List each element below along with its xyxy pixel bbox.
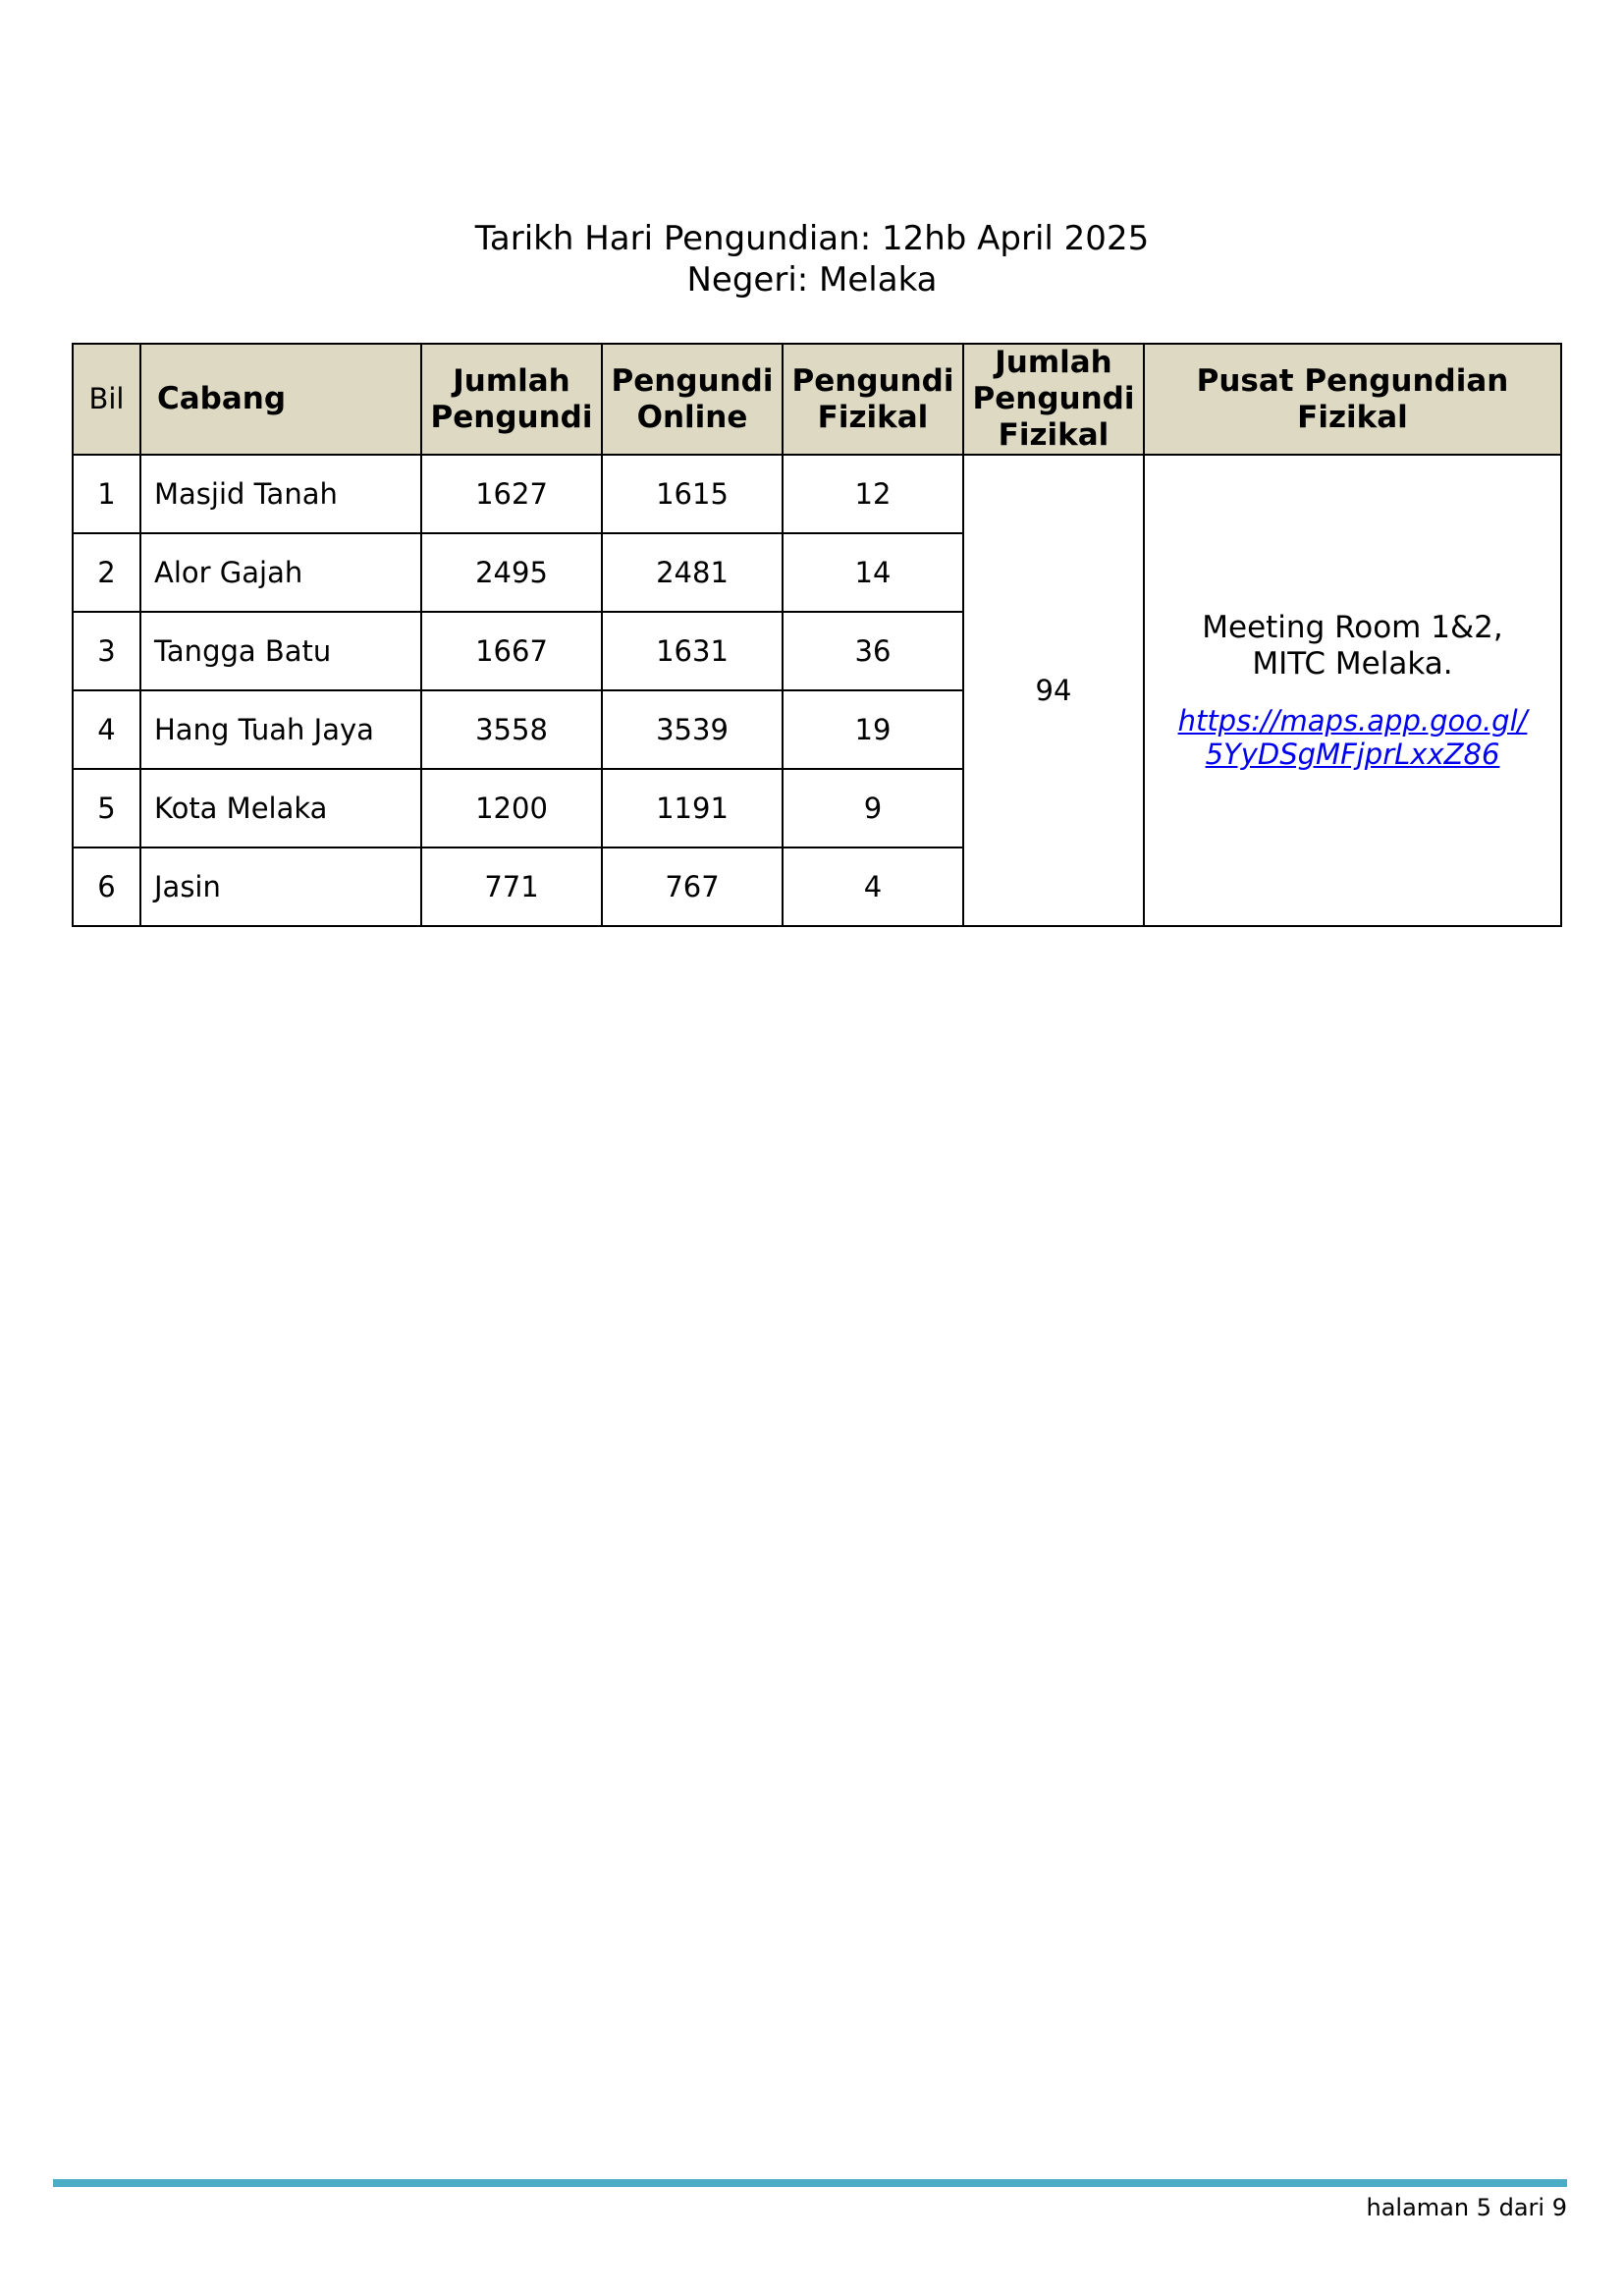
cell-cabang: Tangga Batu: [140, 612, 421, 690]
cell-jumlah: 1667: [421, 612, 602, 690]
cell-cabang: Hang Tuah Jaya: [140, 690, 421, 769]
cell-bil: 6: [73, 847, 140, 926]
cell-bil: 4: [73, 690, 140, 769]
pusat-name-line1: Meeting Room 1&2,: [1202, 610, 1503, 645]
cell-cabang: Alor Gajah: [140, 533, 421, 612]
cell-bil: 1: [73, 455, 140, 533]
cell-online: 767: [602, 847, 783, 926]
document-title: [0, 218, 1624, 301]
cell-bil: 5: [73, 769, 140, 847]
cell-fizikal: 9: [783, 769, 963, 847]
cell-jumlah: 771: [421, 847, 602, 926]
page-number: halaman 5 dari 9: [1366, 2194, 1567, 2221]
cell-online: 2481: [602, 533, 783, 612]
header-jumlah-pengundi-fizikal-line1: Jumlah: [995, 345, 1112, 380]
pusat-link-line2[interactable]: 5YyDSgMFjprLxxZ86: [1205, 738, 1500, 771]
cell-cabang: Masjid Tanah: [140, 455, 421, 533]
header-cabang: Cabang: [140, 344, 421, 455]
cell-bil: 2: [73, 533, 140, 612]
cell-jumlah-fizikal-total: 94: [963, 455, 1144, 926]
header-pengundi-online-line1: Pengundi: [611, 362, 774, 399]
header-pengundi-online-line2: Online: [636, 399, 748, 435]
header-pengundi-online: [602, 344, 783, 455]
cell-fizikal: 4: [783, 847, 963, 926]
pusat-link-line1[interactable]: https://maps.app.goo.gl/: [1177, 704, 1528, 738]
cell-jumlah: 1200: [421, 769, 602, 847]
voter-table: [72, 343, 1562, 927]
header-jumlah-pengundi-fizikal-line3: Fizikal: [998, 417, 1110, 453]
cell-cabang: Kota Melaka: [140, 769, 421, 847]
cell-pusat: [1144, 455, 1561, 926]
title-state: Negeri: Melaka: [686, 260, 938, 300]
cell-online: 1191: [602, 769, 783, 847]
cell-jumlah: 3558: [421, 690, 602, 769]
cell-fizikal: 36: [783, 612, 963, 690]
cell-jumlah: 2495: [421, 533, 602, 612]
cell-fizikal: 19: [783, 690, 963, 769]
table-header-row: [73, 344, 1561, 455]
header-pusat: Pusat Pengundian Fizikal: [1144, 344, 1561, 455]
cell-fizikal: 14: [783, 533, 963, 612]
cell-bil: 3: [73, 612, 140, 690]
pusat-name-line2: MITC Melaka.: [1252, 646, 1453, 682]
table-row: [73, 455, 1561, 533]
cell-online: 3539: [602, 690, 783, 769]
header-jumlah-pengundi-fizikal: [963, 344, 1144, 455]
header-pengundi-fizikal-line1: Pengundi: [791, 362, 954, 399]
header-jumlah-pengundi: [421, 344, 602, 455]
cell-jumlah: 1627: [421, 455, 602, 533]
footer-rule: [53, 2179, 1567, 2187]
pusat-map-link[interactable]: [1145, 704, 1560, 771]
header-bil: Bil: [73, 344, 140, 455]
cell-fizikal: 12: [783, 455, 963, 533]
header-jumlah-pengundi-fizikal-line2: Pengundi: [972, 381, 1135, 416]
cell-cabang: Jasin: [140, 847, 421, 926]
header-pengundi-fizikal: [783, 344, 963, 455]
header-jumlah-pengundi-line1: Jumlah: [453, 362, 570, 399]
title-date: Tarikh Hari Pengundian: 12hb April 2025: [474, 219, 1150, 258]
header-jumlah-pengundi-line2: Pengundi: [430, 399, 593, 435]
cell-online: 1631: [602, 612, 783, 690]
header-pengundi-fizikal-line2: Fizikal: [817, 399, 929, 435]
cell-online: 1615: [602, 455, 783, 533]
